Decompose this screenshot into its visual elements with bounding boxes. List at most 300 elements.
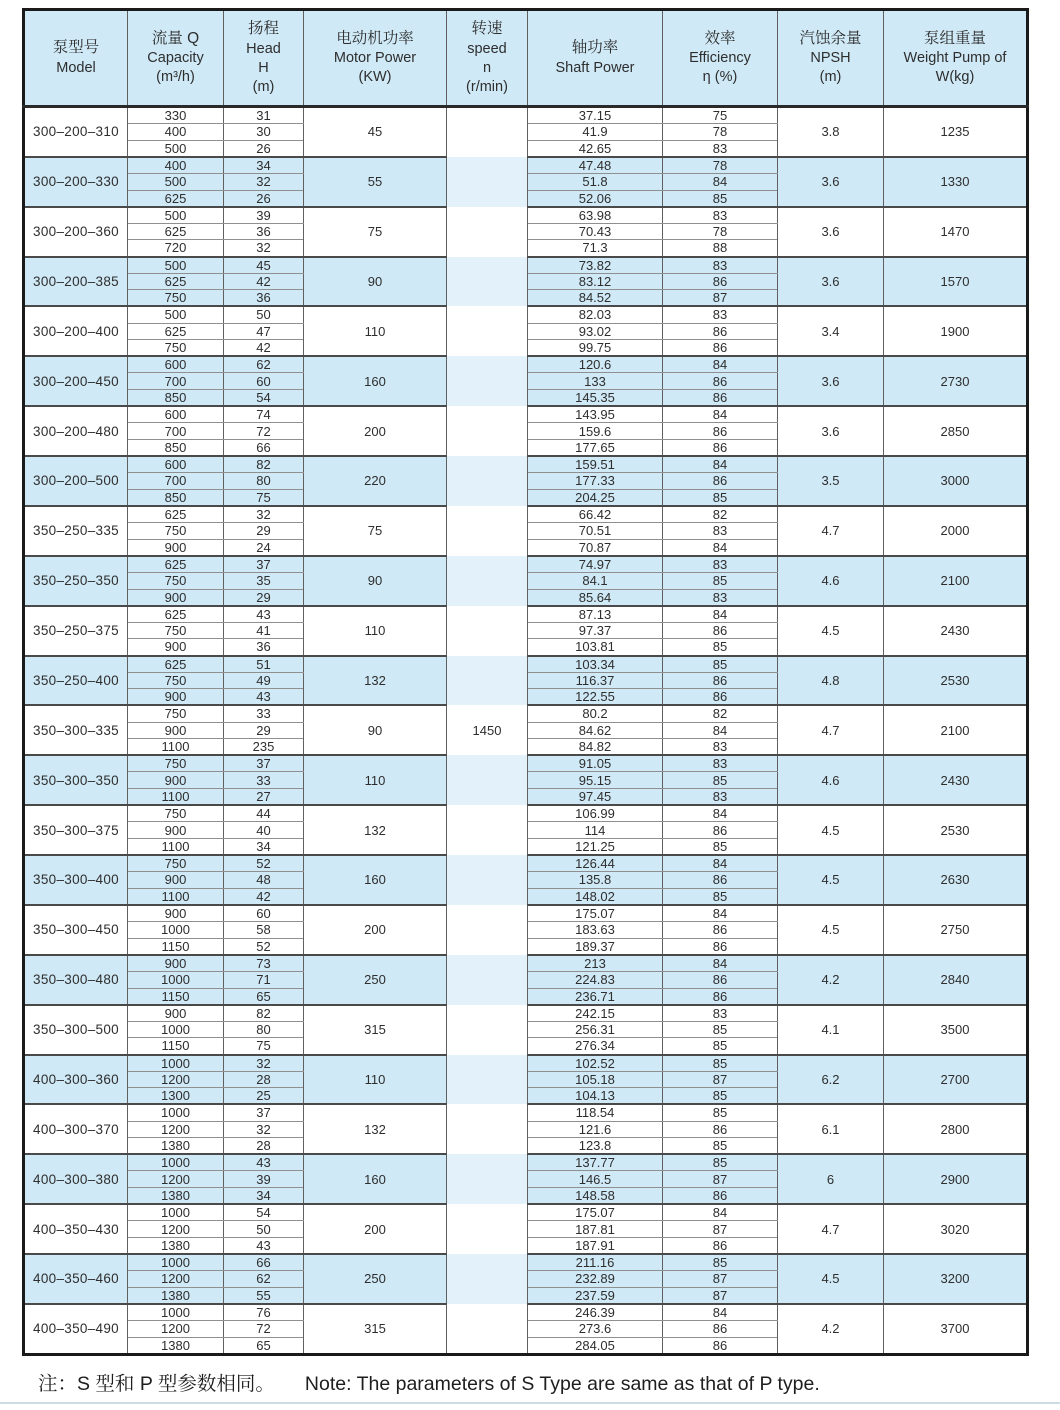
head-cell: 26 (224, 140, 304, 157)
motor-power-cell: 132 (304, 805, 447, 855)
shaft-power-cell: 66.42 (528, 506, 663, 523)
head-cell: 32 (224, 173, 304, 190)
weight-cell: 2840 (884, 955, 1028, 1005)
head-cell: 29 (224, 589, 304, 606)
shaft-power-cell: 122.55 (528, 689, 663, 706)
shaft-power-cell: 97.45 (528, 789, 663, 806)
motor-power-cell: 55 (304, 157, 447, 207)
shaft-power-cell: 146.5 (528, 1171, 663, 1188)
shaft-power-cell: 123.8 (528, 1138, 663, 1155)
model-cell: 350–250–375 (24, 606, 128, 656)
speed-cell (447, 1104, 528, 1154)
efficiency-cell: 87 (663, 1221, 778, 1238)
shaft-power-cell: 37.15 (528, 107, 663, 124)
capacity-cell: 750 (128, 340, 224, 357)
npsh-cell: 3.5 (778, 456, 884, 506)
efficiency-cell: 84 (663, 955, 778, 972)
speed-cell (447, 257, 528, 307)
table-row (24, 606, 1028, 623)
capacity-cell: 900 (128, 639, 224, 656)
efficiency-cell: 78 (663, 124, 778, 141)
col-header-speed-line: n (482, 59, 492, 76)
weight-cell: 1330 (884, 157, 1028, 207)
capacity-cell: 720 (128, 240, 224, 257)
table-row (24, 1204, 1028, 1221)
head-cell: 29 (224, 722, 304, 739)
weight-cell: 2850 (884, 406, 1028, 456)
capacity-cell: 1380 (128, 1237, 224, 1254)
efficiency-cell: 86 (663, 390, 778, 407)
capacity-cell: 1000 (128, 1254, 224, 1271)
capacity-cell: 1150 (128, 988, 224, 1005)
npsh-cell: 4.6 (778, 755, 884, 805)
head-cell: 80 (224, 473, 304, 490)
col-header-npsh (778, 10, 884, 107)
head-cell: 54 (224, 390, 304, 407)
head-cell: 42 (224, 888, 304, 905)
head-cell: 54 (224, 1204, 304, 1221)
weight-cell: 2430 (884, 606, 1028, 656)
shaft-power-cell: 211.16 (528, 1254, 663, 1271)
capacity-cell: 750 (128, 523, 224, 540)
capacity-cell: 850 (128, 390, 224, 407)
col-header-model (24, 10, 128, 107)
efficiency-cell: 86 (663, 689, 778, 706)
col-header-efficiency (663, 10, 778, 107)
weight-cell: 3020 (884, 1204, 1028, 1254)
shaft-power-cell: 148.58 (528, 1188, 663, 1205)
efficiency-cell: 78 (663, 223, 778, 240)
head-cell: 62 (224, 356, 304, 373)
motor-power-cell: 160 (304, 1154, 447, 1204)
table-row (24, 456, 1028, 473)
motor-power-cell: 75 (304, 506, 447, 556)
col-header-capacity-line: (m³/h) (156, 69, 195, 86)
efficiency-cell: 85 (663, 1154, 778, 1171)
head-cell: 40 (224, 822, 304, 839)
motor-power-cell: 160 (304, 855, 447, 905)
col-header-motor-power-line: (KW) (358, 69, 392, 86)
efficiency-cell: 82 (663, 705, 778, 722)
shaft-power-cell: 52.06 (528, 190, 663, 207)
efficiency-cell: 85 (663, 772, 778, 789)
head-cell: 32 (224, 1121, 304, 1138)
table-row (24, 207, 1028, 224)
speed-cell (447, 356, 528, 406)
npsh-cell: 4.5 (778, 805, 884, 855)
efficiency-cell: 83 (663, 789, 778, 806)
head-cell: 32 (224, 240, 304, 257)
efficiency-cell: 83 (663, 589, 778, 606)
shaft-power-cell: 213 (528, 955, 663, 972)
efficiency-cell: 85 (663, 639, 778, 656)
model-cell: 350–300–400 (24, 855, 128, 905)
motor-power-cell: 160 (304, 356, 447, 406)
speed-cell (447, 1254, 528, 1304)
col-header-speed-line: speed (467, 40, 507, 57)
weight-cell: 3500 (884, 1005, 1028, 1055)
npsh-cell: 3.8 (778, 107, 884, 157)
efficiency-cell: 85 (663, 489, 778, 506)
head-cell: 29 (224, 523, 304, 540)
efficiency-cell: 84 (663, 606, 778, 623)
col-header-shaft-power-line: 轴功率 (571, 39, 619, 57)
head-cell: 55 (224, 1287, 304, 1304)
head-cell: 24 (224, 539, 304, 556)
head-cell: 43 (224, 1154, 304, 1171)
shaft-power-cell: 246.39 (528, 1304, 663, 1321)
npsh-cell: 3.6 (778, 207, 884, 257)
efficiency-cell: 86 (663, 822, 778, 839)
capacity-cell: 625 (128, 190, 224, 207)
table-row (24, 356, 1028, 373)
motor-power-cell: 200 (304, 905, 447, 955)
npsh-cell: 3.6 (778, 257, 884, 307)
capacity-cell: 850 (128, 439, 224, 456)
motor-power-cell: 200 (304, 1204, 447, 1254)
head-cell: 45 (224, 257, 304, 274)
npsh-cell: 3.6 (778, 157, 884, 207)
weight-cell: 1900 (884, 306, 1028, 356)
head-cell: 75 (224, 1038, 304, 1055)
efficiency-cell: 83 (663, 556, 778, 573)
capacity-cell: 750 (128, 290, 224, 307)
efficiency-cell: 86 (663, 622, 778, 639)
pump-spec-table (22, 8, 1029, 1356)
shaft-power-cell: 63.98 (528, 207, 663, 224)
npsh-cell: 4.1 (778, 1005, 884, 1055)
capacity-cell: 1000 (128, 1021, 224, 1038)
shaft-power-cell: 51.8 (528, 173, 663, 190)
weight-cell: 2530 (884, 656, 1028, 706)
head-cell: 44 (224, 805, 304, 822)
shaft-power-cell: 175.07 (528, 1204, 663, 1221)
col-header-head-line: 扬程 (247, 20, 279, 38)
shaft-power-cell: 114 (528, 822, 663, 839)
motor-power-cell: 110 (304, 606, 447, 656)
shaft-power-cell: 84.82 (528, 739, 663, 756)
capacity-cell: 1000 (128, 1104, 224, 1121)
weight-cell: 2100 (884, 705, 1028, 755)
speed-cell (447, 157, 528, 207)
shaft-power-cell: 256.31 (528, 1021, 663, 1038)
capacity-cell: 900 (128, 955, 224, 972)
efficiency-cell: 84 (663, 173, 778, 190)
capacity-cell: 625 (128, 273, 224, 290)
shaft-power-cell: 95.15 (528, 772, 663, 789)
capacity-cell: 1200 (128, 1221, 224, 1238)
npsh-cell: 4.2 (778, 955, 884, 1005)
head-cell: 34 (224, 1188, 304, 1205)
capacity-cell: 900 (128, 589, 224, 606)
shaft-power-cell: 145.35 (528, 390, 663, 407)
model-cell: 300–200–500 (24, 456, 128, 506)
head-cell: 49 (224, 672, 304, 689)
head-cell: 37 (224, 755, 304, 772)
capacity-cell: 1000 (128, 1154, 224, 1171)
model-cell: 400–350–430 (24, 1204, 128, 1254)
head-cell: 33 (224, 772, 304, 789)
capacity-cell: 700 (128, 373, 224, 390)
col-header-efficiency-line: 效率 (704, 29, 736, 47)
speed-cell (447, 456, 528, 506)
head-cell: 35 (224, 572, 304, 589)
shaft-power-cell: 116.37 (528, 672, 663, 689)
col-header-npsh-line: 汽蚀余量 (799, 29, 862, 47)
head-cell: 52 (224, 855, 304, 872)
efficiency-cell: 85 (663, 1254, 778, 1271)
col-header-speed (447, 10, 528, 107)
efficiency-cell: 84 (663, 722, 778, 739)
model-cell: 300–200–310 (24, 107, 128, 157)
table-row (24, 1304, 1028, 1321)
shaft-power-cell: 187.91 (528, 1237, 663, 1254)
table-row (24, 1005, 1028, 1022)
efficiency-cell: 84 (663, 356, 778, 373)
capacity-cell: 750 (128, 755, 224, 772)
model-cell: 350–300–450 (24, 905, 128, 955)
shaft-power-cell: 224.83 (528, 971, 663, 988)
efficiency-cell: 86 (663, 922, 778, 939)
model-cell: 350–250–400 (24, 656, 128, 706)
npsh-cell: 4.7 (778, 506, 884, 556)
weight-cell: 1570 (884, 257, 1028, 307)
speed-cell (447, 506, 528, 556)
capacity-cell: 900 (128, 689, 224, 706)
capacity-cell: 500 (128, 173, 224, 190)
model-cell: 350–250–335 (24, 506, 128, 556)
capacity-cell: 625 (128, 323, 224, 340)
shaft-power-cell: 97.37 (528, 622, 663, 639)
col-header-head-line: H (258, 59, 269, 76)
col-header-weight (884, 10, 1028, 107)
shaft-power-cell: 84.52 (528, 290, 663, 307)
motor-power-cell: 132 (304, 1104, 447, 1154)
weight-cell: 2900 (884, 1154, 1028, 1204)
table-row (24, 506, 1028, 523)
table-row (24, 1055, 1028, 1072)
efficiency-cell: 83 (663, 257, 778, 274)
shaft-power-cell: 99.75 (528, 340, 663, 357)
efficiency-cell: 85 (663, 656, 778, 673)
efficiency-cell: 86 (663, 988, 778, 1005)
capacity-cell: 900 (128, 905, 224, 922)
efficiency-cell: 83 (663, 306, 778, 323)
capacity-cell: 1000 (128, 922, 224, 939)
efficiency-cell: 83 (663, 523, 778, 540)
head-cell: 26 (224, 190, 304, 207)
head-cell: 37 (224, 556, 304, 573)
weight-cell: 2100 (884, 556, 1028, 606)
motor-power-cell: 220 (304, 456, 447, 506)
shaft-power-cell: 177.33 (528, 473, 663, 490)
table-row (24, 107, 1028, 124)
capacity-cell: 600 (128, 406, 224, 423)
motor-power-cell: 132 (304, 656, 447, 706)
shaft-power-cell: 106.99 (528, 805, 663, 822)
npsh-cell: 4.5 (778, 855, 884, 905)
efficiency-cell: 83 (663, 739, 778, 756)
npsh-cell: 4.8 (778, 656, 884, 706)
head-cell: 39 (224, 207, 304, 224)
model-cell: 350–300–335 (24, 705, 128, 755)
capacity-cell: 1380 (128, 1287, 224, 1304)
efficiency-cell: 86 (663, 1188, 778, 1205)
capacity-cell: 600 (128, 356, 224, 373)
head-cell: 65 (224, 1337, 304, 1354)
shaft-power-cell: 135.8 (528, 872, 663, 889)
head-cell: 72 (224, 423, 304, 440)
capacity-cell: 1150 (128, 938, 224, 955)
head-cell: 36 (224, 290, 304, 307)
efficiency-cell: 84 (663, 1204, 778, 1221)
col-header-efficiency-line: η (%) (702, 69, 738, 86)
capacity-cell: 625 (128, 506, 224, 523)
weight-cell: 2000 (884, 506, 1028, 556)
head-cell: 82 (224, 456, 304, 473)
shaft-power-cell: 42.65 (528, 140, 663, 157)
efficiency-cell: 84 (663, 406, 778, 423)
model-cell: 350–300–350 (24, 755, 128, 805)
weight-cell: 3700 (884, 1304, 1028, 1354)
col-header-motor-power-line: Motor Power (333, 50, 417, 67)
motor-power-cell: 90 (304, 556, 447, 606)
npsh-cell: 6 (778, 1154, 884, 1204)
shaft-power-cell: 84.1 (528, 572, 663, 589)
speed-cell (447, 955, 528, 1005)
model-cell: 350–300–480 (24, 955, 128, 1005)
efficiency-cell: 75 (663, 107, 778, 124)
speed-cell (447, 606, 528, 656)
efficiency-cell: 83 (663, 140, 778, 157)
shaft-power-cell: 93.02 (528, 323, 663, 340)
efficiency-cell: 86 (663, 872, 778, 889)
shaft-power-cell: 70.87 (528, 539, 663, 556)
model-cell: 400–350–490 (24, 1304, 128, 1354)
motor-power-cell: 75 (304, 207, 447, 257)
speed-cell (447, 656, 528, 706)
shaft-power-cell: 148.02 (528, 888, 663, 905)
head-cell: 65 (224, 988, 304, 1005)
model-cell: 300–200–400 (24, 306, 128, 356)
npsh-cell: 6.1 (778, 1104, 884, 1154)
efficiency-cell: 87 (663, 1071, 778, 1088)
capacity-cell: 900 (128, 722, 224, 739)
head-cell: 235 (224, 739, 304, 756)
shaft-power-cell: 103.34 (528, 656, 663, 673)
shaft-power-cell: 273.6 (528, 1321, 663, 1338)
capacity-cell: 330 (128, 107, 224, 124)
motor-power-cell: 315 (304, 1304, 447, 1354)
shaft-power-cell: 126.44 (528, 855, 663, 872)
capacity-cell: 625 (128, 606, 224, 623)
shaft-power-cell: 133 (528, 373, 663, 390)
table-row (24, 755, 1028, 772)
motor-power-cell: 45 (304, 107, 447, 157)
head-cell: 28 (224, 1138, 304, 1155)
capacity-cell: 1000 (128, 1055, 224, 1072)
speed-cell (447, 1005, 528, 1055)
shaft-power-cell: 85.64 (528, 589, 663, 606)
head-cell: 50 (224, 306, 304, 323)
capacity-cell: 1100 (128, 888, 224, 905)
shaft-power-cell: 236.71 (528, 988, 663, 1005)
table-row (24, 1154, 1028, 1171)
weight-cell: 2530 (884, 805, 1028, 855)
capacity-cell: 1300 (128, 1088, 224, 1105)
shaft-power-cell: 242.15 (528, 1005, 663, 1022)
head-cell: 31 (224, 107, 304, 124)
shaft-power-cell: 71.3 (528, 240, 663, 257)
head-cell: 34 (224, 157, 304, 174)
shaft-power-cell: 276.34 (528, 1038, 663, 1055)
table-row (24, 656, 1028, 673)
capacity-cell: 1380 (128, 1188, 224, 1205)
model-cell: 400–300–360 (24, 1055, 128, 1105)
capacity-cell: 900 (128, 772, 224, 789)
npsh-cell: 4.2 (778, 1304, 884, 1354)
shaft-power-cell: 87.13 (528, 606, 663, 623)
head-cell: 41 (224, 622, 304, 639)
motor-power-cell: 200 (304, 406, 447, 456)
capacity-cell: 1100 (128, 739, 224, 756)
head-cell: 42 (224, 340, 304, 357)
npsh-cell: 4.6 (778, 556, 884, 606)
efficiency-cell: 85 (663, 1038, 778, 1055)
motor-power-cell: 90 (304, 705, 447, 755)
table-row (24, 157, 1028, 174)
head-cell: 66 (224, 1254, 304, 1271)
col-header-capacity (128, 10, 224, 107)
weight-cell: 3000 (884, 456, 1028, 506)
head-cell: 36 (224, 223, 304, 240)
efficiency-cell: 86 (663, 1321, 778, 1338)
shaft-power-cell: 159.51 (528, 456, 663, 473)
shaft-power-cell: 284.05 (528, 1337, 663, 1354)
shaft-power-cell: 70.43 (528, 223, 663, 240)
shaft-power-cell: 91.05 (528, 755, 663, 772)
head-cell: 43 (224, 606, 304, 623)
capacity-cell: 400 (128, 124, 224, 141)
capacity-cell: 900 (128, 539, 224, 556)
efficiency-cell: 86 (663, 938, 778, 955)
efficiency-cell: 86 (663, 323, 778, 340)
shaft-power-cell: 137.77 (528, 1154, 663, 1171)
npsh-cell: 4.5 (778, 1254, 884, 1304)
shaft-power-cell: 143.95 (528, 406, 663, 423)
shaft-power-cell: 159.6 (528, 423, 663, 440)
shaft-power-cell: 47.48 (528, 157, 663, 174)
capacity-cell: 1100 (128, 789, 224, 806)
model-cell: 300–200–385 (24, 257, 128, 307)
capacity-cell: 750 (128, 805, 224, 822)
col-header-shaft-power (528, 10, 663, 107)
motor-power-cell: 90 (304, 257, 447, 307)
head-cell: 32 (224, 506, 304, 523)
shaft-power-cell: 175.07 (528, 905, 663, 922)
capacity-cell: 1200 (128, 1271, 224, 1288)
head-cell: 52 (224, 938, 304, 955)
head-cell: 73 (224, 955, 304, 972)
head-cell: 66 (224, 439, 304, 456)
capacity-cell: 625 (128, 556, 224, 573)
head-cell: 32 (224, 1055, 304, 1072)
efficiency-cell: 85 (663, 1104, 778, 1121)
efficiency-cell: 86 (663, 439, 778, 456)
table-row (24, 306, 1028, 323)
efficiency-cell: 84 (663, 456, 778, 473)
col-header-shaft-power-line: Shaft Power (555, 59, 635, 76)
